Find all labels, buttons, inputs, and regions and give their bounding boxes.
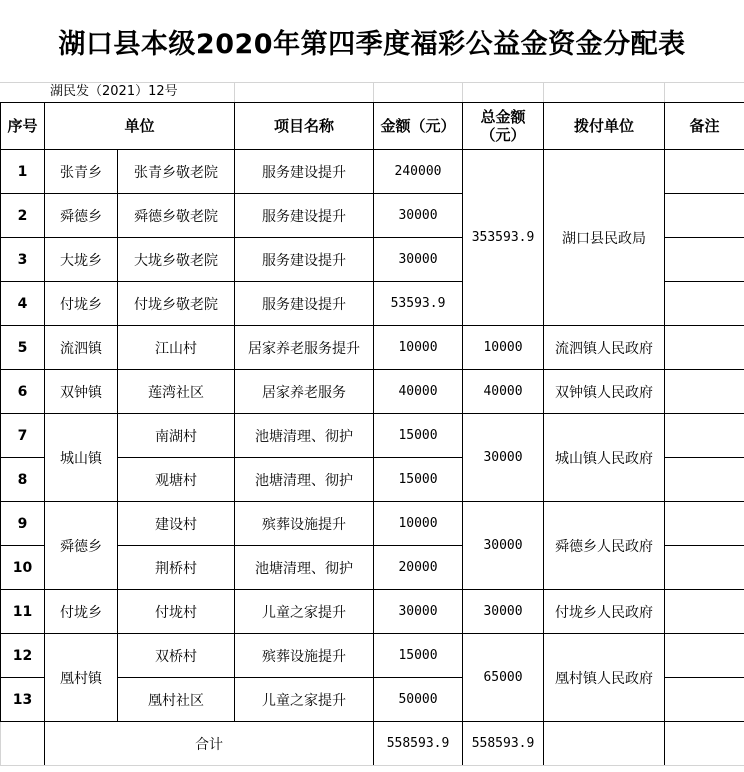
town-cell: 流泗镇: [45, 326, 118, 370]
amount-cell: 20000: [374, 546, 463, 590]
row-no: 12: [1, 634, 45, 678]
sum-remark-cell: [665, 722, 744, 766]
remark-cell: [665, 634, 744, 678]
unit-cell: 大垅乡敬老院: [118, 238, 235, 282]
header-project: 项目名称: [235, 103, 374, 150]
payer-cell: 双钟镇人民政府: [544, 370, 665, 414]
sum-total: 558593.9: [463, 722, 544, 766]
table-row: [1, 634, 744, 678]
row-no: 4: [1, 282, 45, 326]
town-cell: 舜德乡: [45, 502, 118, 590]
table-row: [1, 590, 744, 634]
remark-cell: [665, 678, 744, 722]
row-no: 1: [1, 150, 45, 194]
remark-cell: [665, 370, 744, 414]
project-cell: 池塘清理、彻护: [235, 546, 374, 590]
unit-cell: 凰村社区: [118, 678, 235, 722]
town-cell: 舜德乡: [45, 194, 118, 238]
row-no: 6: [1, 370, 45, 414]
total-cell: 65000: [463, 634, 544, 722]
project-cell: 儿童之家提升: [235, 678, 374, 722]
row-no: 8: [1, 458, 45, 502]
remark-cell: [665, 590, 744, 634]
allocation-table: [0, 102, 744, 766]
sum-payer-cell: [544, 722, 665, 766]
total-cell: 30000: [463, 590, 544, 634]
unit-cell: 付垅村: [118, 590, 235, 634]
row-no: 7: [1, 414, 45, 458]
project-cell: 池塘清理、彻护: [235, 414, 374, 458]
amount-cell: 10000: [374, 326, 463, 370]
remark-cell: [665, 502, 744, 546]
amount-cell: 15000: [374, 414, 463, 458]
payer-cell: 城山镇人民政府: [544, 414, 665, 502]
project-cell: 殡葬设施提升: [235, 502, 374, 546]
payer-cell: 流泗镇人民政府: [544, 326, 665, 370]
unit-cell: 观塘村: [118, 458, 235, 502]
header-unit: 单位: [45, 103, 235, 150]
remark-cell: [665, 282, 744, 326]
header-no: 序号: [1, 103, 45, 150]
row-no: 13: [1, 678, 45, 722]
remark-cell: [665, 546, 744, 590]
town-cell: 大垅乡: [45, 238, 118, 282]
remark-cell: [665, 150, 744, 194]
project-cell: 服务建设提升: [235, 282, 374, 326]
header-payer: 拨付单位: [544, 103, 665, 150]
unit-cell: 舜德乡敬老院: [118, 194, 235, 238]
project-cell: 居家养老服务提升: [235, 326, 374, 370]
amount-cell: 30000: [374, 194, 463, 238]
row-no: 2: [1, 194, 45, 238]
header-row: [1, 103, 744, 150]
sum-row: [1, 722, 744, 766]
header-remark: 备注: [665, 103, 744, 150]
unit-cell: 南湖村: [118, 414, 235, 458]
amount-cell: 240000: [374, 150, 463, 194]
amount-cell: 30000: [374, 590, 463, 634]
total-cell: 40000: [463, 370, 544, 414]
payer-cell: 凰村镇人民政府: [544, 634, 665, 722]
amount-cell: 30000: [374, 238, 463, 282]
table-row: [1, 150, 744, 194]
unit-cell: 莲湾社区: [118, 370, 235, 414]
project-cell: 服务建设提升: [235, 194, 374, 238]
town-cell: 张青乡: [45, 150, 118, 194]
amount-cell: 50000: [374, 678, 463, 722]
town-cell: 城山镇: [45, 414, 118, 502]
row-no: 11: [1, 590, 45, 634]
total-cell: 30000: [463, 414, 544, 502]
amount-cell: 10000: [374, 502, 463, 546]
row-no: 3: [1, 238, 45, 282]
total-cell: 10000: [463, 326, 544, 370]
project-cell: 服务建设提升: [235, 238, 374, 282]
remark-cell: [665, 238, 744, 282]
remark-cell: [665, 326, 744, 370]
row-no: 10: [1, 546, 45, 590]
remark-cell: [665, 194, 744, 238]
unit-cell: 江山村: [118, 326, 235, 370]
project-cell: 池塘清理、彻护: [235, 458, 374, 502]
table-row: [1, 370, 744, 414]
project-cell: 殡葬设施提升: [235, 634, 374, 678]
amount-cell: 15000: [374, 458, 463, 502]
document-reference: 湖民发（2021）12号: [50, 82, 178, 102]
header-total: 总金额（元）: [463, 103, 544, 150]
town-cell: 双钟镇: [45, 370, 118, 414]
project-cell: 居家养老服务: [235, 370, 374, 414]
amount-cell: 53593.9: [374, 282, 463, 326]
payer-cell: 舜德乡人民政府: [544, 502, 665, 590]
header-amount: 金额（元）: [374, 103, 463, 150]
table-row: [1, 414, 744, 458]
sum-label: 合计: [45, 722, 374, 766]
amount-cell: 40000: [374, 370, 463, 414]
row-no: 9: [1, 502, 45, 546]
payer-cell: 付垅乡人民政府: [544, 590, 665, 634]
sum-amount: 558593.9: [374, 722, 463, 766]
town-cell: 付垅乡: [45, 282, 118, 326]
project-cell: 儿童之家提升: [235, 590, 374, 634]
total-cell: 353593.9: [463, 150, 544, 326]
unit-cell: 付垅乡敬老院: [118, 282, 235, 326]
table-row: [1, 502, 744, 546]
sum-blank-cell: [1, 722, 45, 766]
amount-cell: 15000: [374, 634, 463, 678]
project-cell: 服务建设提升: [235, 150, 374, 194]
total-cell: 30000: [463, 502, 544, 590]
remark-cell: [665, 458, 744, 502]
unit-cell: 荆桥村: [118, 546, 235, 590]
remark-cell: [665, 414, 744, 458]
town-cell: 付垅乡: [45, 590, 118, 634]
page-title: 湖口县本级2020年第四季度福彩公益金资金分配表: [0, 0, 744, 82]
table-row: [1, 326, 744, 370]
payer-cell: 湖口县民政局: [544, 150, 665, 326]
unit-cell: 建设村: [118, 502, 235, 546]
unit-cell: 张青乡敬老院: [118, 150, 235, 194]
row-no: 5: [1, 326, 45, 370]
town-cell: 凰村镇: [45, 634, 118, 722]
unit-cell: 双桥村: [118, 634, 235, 678]
